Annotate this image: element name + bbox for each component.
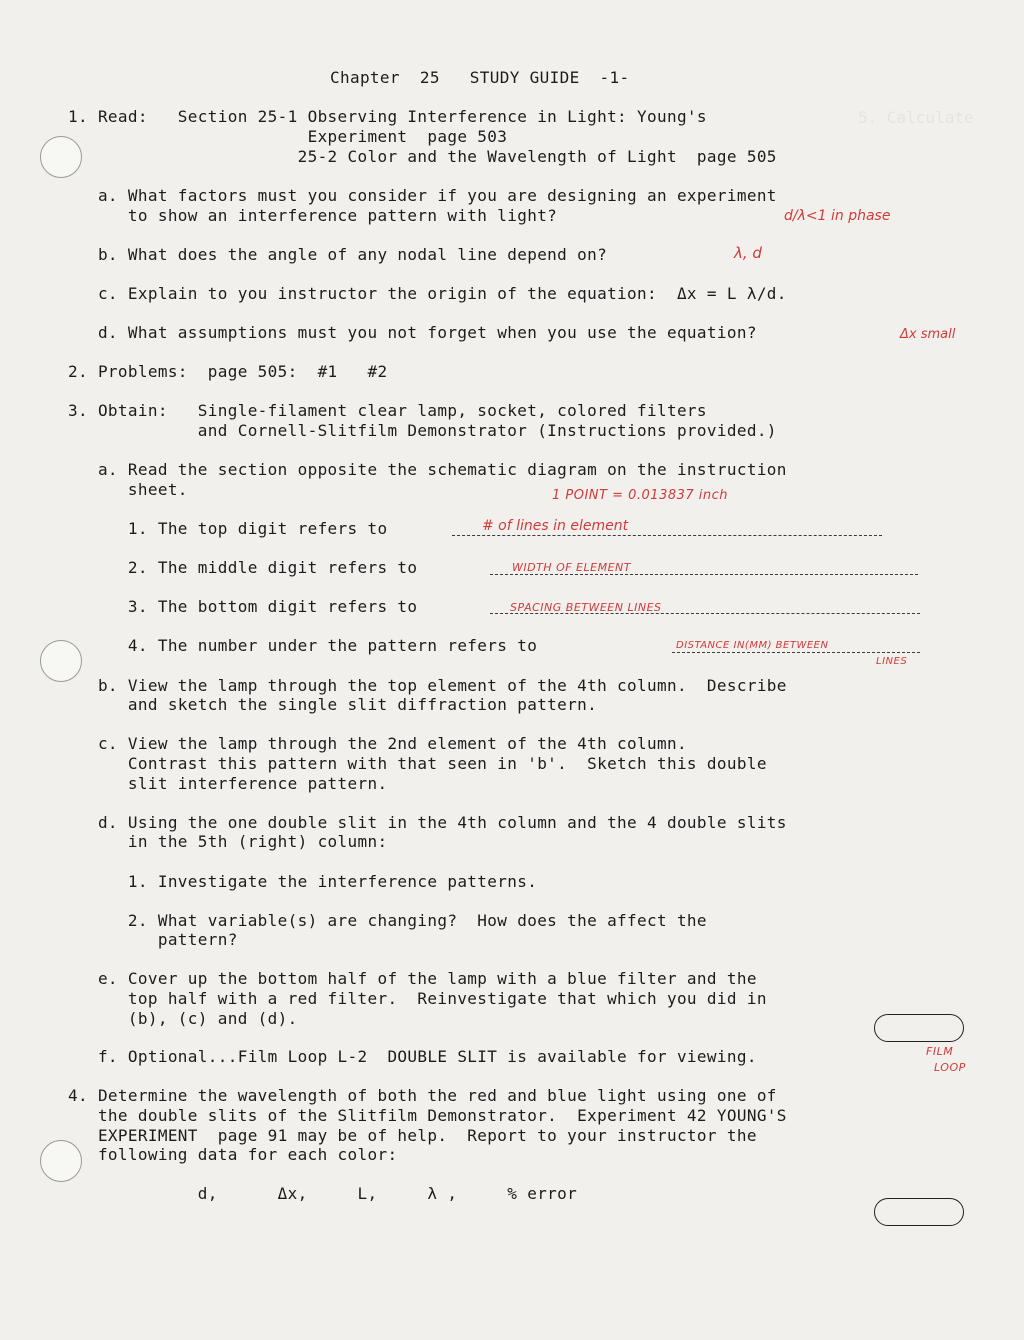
handwritten-bottom-digit: SPACING BETWEEN LINES xyxy=(510,601,662,614)
handwritten-number-under-1: DISTANCE IN(MM) BETWEEN xyxy=(676,640,829,651)
item-3a-4: 4. The number under the pattern refers to xyxy=(68,636,538,655)
item-3c-cont: Contrast this pattern with that seen in 'b'. Sketch this double xyxy=(68,754,767,773)
bleed-through: 5. Calculate xyxy=(858,108,974,127)
item-4: 4. Determine the wavelength of both the red and blue light using one of xyxy=(68,1086,777,1105)
item-3d-2: 2. What variable(s) are changing? How does the affect the xyxy=(68,911,707,930)
item-4-cont: the double slits of the Slitfilm Demonstrator. Experiment 42 YOUNG'S xyxy=(68,1106,787,1125)
item-3e-cont: top half with a red filter. Reinvestigate that which you did in xyxy=(68,989,767,1008)
item-3a-2: 2. The middle digit refers to xyxy=(68,558,418,577)
item-4-cont3: following data for each color: xyxy=(68,1145,398,1164)
item-3e: e. Cover up the bottom half of the lamp with a blue filter and the xyxy=(68,969,757,988)
item-3c-cont2: slit interference pattern. xyxy=(68,774,388,793)
item-3-obtain: 3. Obtain: Single-filament clear lamp, socket, colored filters xyxy=(68,401,707,420)
score-box xyxy=(874,1198,964,1226)
item-3b-cont: and sketch the single slit diffraction pattern. xyxy=(68,695,598,714)
item-1c: c. Explain to you instructor the origin of the equation: Δx = L λ/d. xyxy=(68,284,787,303)
item-1-read: 1. Read: Section 25-1 Observing Interference in Light: Young's xyxy=(68,107,707,126)
item-2-problems: 2. Problems: page 505: #1 #2 xyxy=(68,362,388,381)
item-3f: f. Optional...Film Loop L-2 DOUBLE SLIT is available for viewing. xyxy=(68,1047,757,1066)
item-3d: d. Using the one double slit in the 4th column and the 4 double slits xyxy=(68,813,787,832)
item-3d-1: 1. Investigate the interference patterns. xyxy=(68,872,538,891)
item-3d-2-cont: pattern? xyxy=(68,930,238,949)
item-3c: c. View the lamp through the 2nd element of the 4th column. xyxy=(68,734,687,753)
item-1d: d. What assumptions must you not forget when you use the equation? xyxy=(68,323,757,342)
item-4-cont2: EXPERIMENT page 91 may be of help. Report to your instructor the xyxy=(68,1126,757,1145)
item-1-read-cont: Experiment page 503 xyxy=(68,127,508,146)
page-title: Chapter 25 STUDY GUIDE -1- xyxy=(330,68,630,87)
handwritten-top-digit: # of lines in element xyxy=(482,518,629,534)
score-box xyxy=(874,1014,964,1042)
handwritten-middle-digit: WIDTH OF ELEMENT xyxy=(512,561,631,574)
handwritten-answer-1a: d/λ<1 in phase xyxy=(784,208,891,224)
item-3a: a. Read the section opposite the schematic diagram on the instruction xyxy=(68,460,787,479)
item-3e-cont2: (b), (c) and (d). xyxy=(68,1009,298,1028)
item-3d-cont: in the 5th (right) column: xyxy=(68,832,388,851)
item-3a-3: 3. The bottom digit refers to xyxy=(68,597,418,616)
answer-blank-top-digit xyxy=(452,535,882,536)
item-3a-cont: sheet. xyxy=(68,480,188,499)
item-1a-cont: to show an interference pattern with light? xyxy=(68,206,558,225)
item-3b: b. View the lamp through the top element of the 4th column. Describe xyxy=(68,676,787,695)
item-3-obtain-cont: and Cornell-Slitfilm Demonstrator (Instructions provided.) xyxy=(68,421,777,440)
handwritten-film-loop-1: FILM xyxy=(926,1045,954,1058)
item-4-data-list: d, Δx, L, λ , % error xyxy=(68,1184,578,1203)
handwritten-number-under-2: LINES xyxy=(876,656,908,667)
item-1-section-2: 25-2 Color and the Wavelength of Light page 505 xyxy=(68,147,777,166)
handwritten-answer-1b: λ, d xyxy=(734,244,762,262)
handwritten-film-loop-2: LOOP xyxy=(934,1061,966,1074)
item-3a-1: 1. The top digit refers to xyxy=(68,519,388,538)
handwritten-point-note: 1 POINT = 0.013837 inch xyxy=(552,488,729,503)
handwritten-answer-1d: Δx small xyxy=(900,327,956,342)
item-1a: a. What factors must you consider if you are designing an experiment xyxy=(68,186,777,205)
item-1b: b. What does the angle of any nodal line depend on? xyxy=(68,245,608,264)
